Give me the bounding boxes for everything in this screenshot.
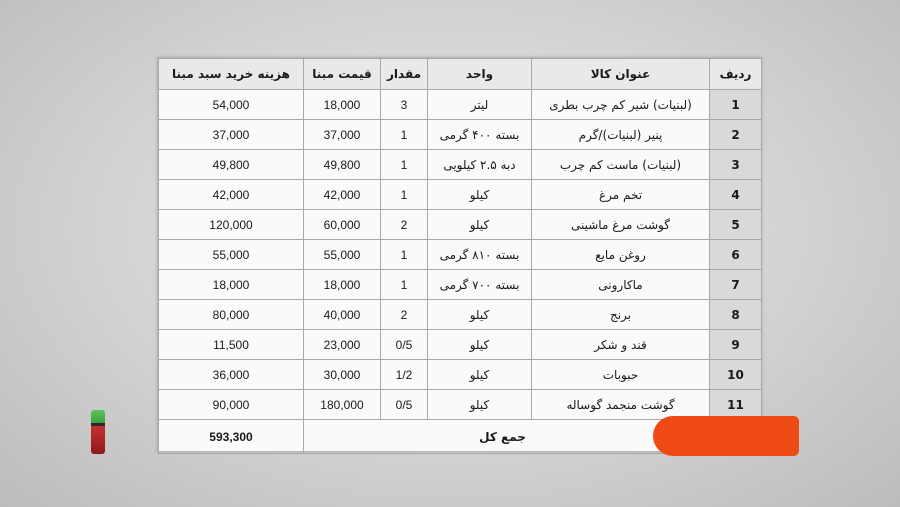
cell-total-cost: 120,000 bbox=[159, 210, 304, 240]
cell-item-title: برنج bbox=[532, 300, 710, 330]
cell-quantity: 1 bbox=[381, 120, 428, 150]
cell-row-number: 4 bbox=[710, 180, 762, 210]
cell-base-price: 23,000 bbox=[304, 330, 381, 360]
cell-base-price: 18,000 bbox=[304, 90, 381, 120]
cell-total-cost: 80,000 bbox=[159, 300, 304, 330]
table-row bbox=[159, 330, 762, 360]
table-row bbox=[159, 240, 762, 270]
cell-item-title: گوشت منجمد گوساله bbox=[532, 390, 710, 420]
table-row bbox=[159, 180, 762, 210]
table-row bbox=[159, 270, 762, 300]
table-row bbox=[159, 390, 762, 420]
cell-item-title: ماکارونی bbox=[532, 270, 710, 300]
cell-row-number: 10 bbox=[710, 360, 762, 390]
cell-total-cost: 36,000 bbox=[159, 360, 304, 390]
cell-total-cost: 11,500 bbox=[159, 330, 304, 360]
cell-row-number: 8 bbox=[710, 300, 762, 330]
cell-row-number: 6 bbox=[710, 240, 762, 270]
cell-quantity: 1/2 bbox=[381, 360, 428, 390]
header-total-cost: هزینه خرید سبد مبنا bbox=[159, 59, 304, 90]
cell-item-title: قند و شکر bbox=[532, 330, 710, 360]
cell-base-price: 49,800 bbox=[304, 150, 381, 180]
cell-unit: لیتر bbox=[428, 90, 532, 120]
cell-row-number: 3 bbox=[710, 150, 762, 180]
cell-row-number: 9 bbox=[710, 330, 762, 360]
cell-unit: بسته ۷۰۰ گرمی bbox=[428, 270, 532, 300]
table-header-row bbox=[159, 59, 762, 90]
header-item-title: عنوان کالا bbox=[532, 59, 710, 90]
cell-unit: کیلو bbox=[428, 210, 532, 240]
cell-quantity: 0/5 bbox=[381, 330, 428, 360]
cell-base-price: 30,000 bbox=[304, 360, 381, 390]
cell-quantity: 1 bbox=[381, 270, 428, 300]
table-row bbox=[159, 300, 762, 330]
table-row bbox=[159, 120, 762, 150]
cell-total-cost: 54,000 bbox=[159, 90, 304, 120]
signal-indicator-icon bbox=[91, 410, 105, 454]
cell-base-price: 60,000 bbox=[304, 210, 381, 240]
grand-total-value: 593,300 bbox=[159, 420, 304, 454]
header-quantity: مقدار bbox=[381, 59, 428, 90]
table-row bbox=[159, 210, 762, 240]
cell-row-number: 1 bbox=[710, 90, 762, 120]
cell-quantity: 2 bbox=[381, 300, 428, 330]
cell-base-price: 40,000 bbox=[304, 300, 381, 330]
cell-quantity: 1 bbox=[381, 240, 428, 270]
cell-item-title: (لبنیات) ماست کم چرب bbox=[532, 150, 710, 180]
cell-unit: بسته ۴۰۰ گرمی bbox=[428, 120, 532, 150]
cell-total-cost: 90,000 bbox=[159, 390, 304, 420]
header-base-price: قیمت مبنا bbox=[304, 59, 381, 90]
cell-item-title: گوشت مرغ ماشینی bbox=[532, 210, 710, 240]
cell-unit: کیلو bbox=[428, 180, 532, 210]
cell-item-title: پنیر (لبنیات)/گرم bbox=[532, 120, 710, 150]
cell-quantity: 1 bbox=[381, 180, 428, 210]
cell-item-title: تخم مرغ bbox=[532, 180, 710, 210]
cell-unit: بسته ۸۱۰ گرمی bbox=[428, 240, 532, 270]
header-row-number: ردیف bbox=[710, 59, 762, 90]
cell-unit: کیلو bbox=[428, 360, 532, 390]
cell-total-cost: 49,800 bbox=[159, 150, 304, 180]
cell-row-number: 7 bbox=[710, 270, 762, 300]
cell-total-cost: 42,000 bbox=[159, 180, 304, 210]
cell-unit: کیلو bbox=[428, 300, 532, 330]
cell-total-cost: 55,000 bbox=[159, 240, 304, 270]
cell-unit: کیلو bbox=[428, 330, 532, 360]
cell-base-price: 55,000 bbox=[304, 240, 381, 270]
cell-base-price: 180,000 bbox=[304, 390, 381, 420]
cell-row-number: 11 bbox=[710, 390, 762, 420]
cell-row-number: 5 bbox=[710, 210, 762, 240]
cell-total-cost: 18,000 bbox=[159, 270, 304, 300]
cell-quantity: 0/5 bbox=[381, 390, 428, 420]
grand-total-label: جمع کل bbox=[304, 420, 762, 454]
cell-quantity: 2 bbox=[381, 210, 428, 240]
table-row bbox=[159, 90, 762, 120]
cell-base-price: 42,000 bbox=[304, 180, 381, 210]
table-row bbox=[159, 360, 762, 390]
table-row bbox=[159, 150, 762, 180]
cell-row-number: 2 bbox=[710, 120, 762, 150]
price-table bbox=[158, 58, 762, 454]
cell-base-price: 18,000 bbox=[304, 270, 381, 300]
cell-unit: دبه ۲.۵ کیلویی bbox=[428, 150, 532, 180]
cell-quantity: 1 bbox=[381, 150, 428, 180]
header-unit: واحد bbox=[428, 59, 532, 90]
cell-base-price: 37,000 bbox=[304, 120, 381, 150]
cell-quantity: 3 bbox=[381, 90, 428, 120]
cell-total-cost: 37,000 bbox=[159, 120, 304, 150]
orange-overlay-bar bbox=[653, 416, 799, 456]
cell-item-title: حبوبات bbox=[532, 360, 710, 390]
cell-unit: کیلو bbox=[428, 390, 532, 420]
price-table-sheet bbox=[157, 57, 762, 452]
cell-item-title: روغن مایع bbox=[532, 240, 710, 270]
cell-item-title: (لبنیات) شیر کم چرب بطری bbox=[532, 90, 710, 120]
